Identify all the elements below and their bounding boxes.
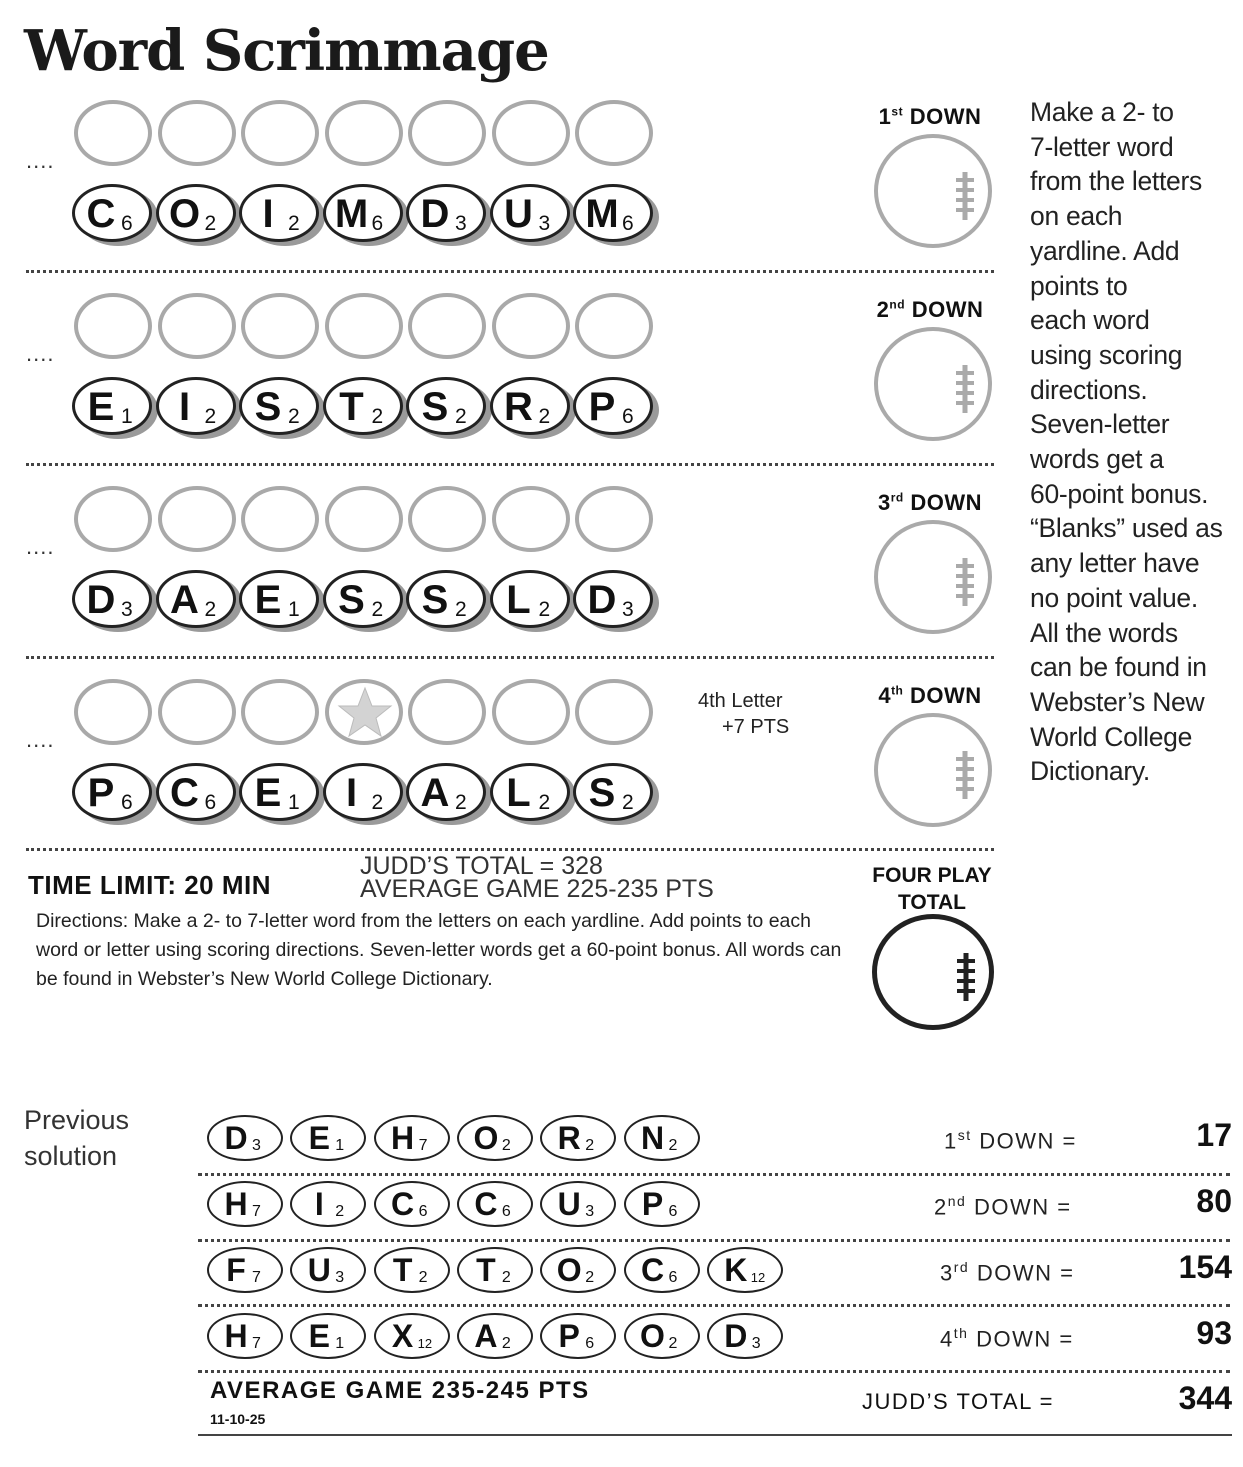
answer-slot[interactable] — [241, 486, 319, 552]
letter-tile — [156, 570, 236, 628]
tile-letter: C — [170, 771, 199, 815]
previous-down-score: 80 — [1196, 1183, 1232, 1219]
down-suffix: nd — [889, 297, 906, 312]
tile-value: 2 — [288, 212, 300, 235]
tile-letter: C — [391, 1186, 415, 1222]
down-score-circle[interactable] — [874, 327, 992, 441]
solution-tile — [457, 1313, 533, 1359]
tile-letter: C — [86, 192, 116, 236]
tile-letter: E — [254, 771, 282, 815]
down-equals: DOWN = — [976, 1260, 1075, 1286]
tile-value: 1 — [288, 598, 300, 621]
answer-slot[interactable] — [575, 100, 653, 166]
yardline-divider — [26, 270, 994, 273]
tile-value: 3 — [121, 598, 133, 621]
time-limit: TIME LIMIT: 20 MIN — [28, 870, 271, 900]
down-ordinal: 4 — [878, 683, 892, 708]
tile-letter: D — [420, 192, 450, 236]
tile-value: 3 — [252, 1137, 261, 1154]
tile-value: 2 — [371, 598, 384, 621]
letter-tile — [323, 570, 403, 628]
solution-tile — [374, 1313, 450, 1359]
tile-value: 2 — [538, 791, 551, 814]
tile-letter: F — [226, 1252, 246, 1288]
down-label — [860, 683, 1000, 709]
tile-value: 7 — [418, 1137, 428, 1154]
tile-letter: U — [557, 1186, 581, 1222]
answer-slot[interactable] — [408, 679, 486, 745]
tile-letter: I — [345, 771, 358, 815]
tile-value: 7 — [252, 1335, 261, 1352]
answer-slot[interactable] — [408, 486, 486, 552]
tile-letter: X — [391, 1318, 414, 1354]
answer-slot[interactable] — [241, 293, 319, 359]
football-laces-icon — [955, 951, 977, 1003]
previous-judds-total-label: JUDD’S TOTAL = — [862, 1389, 1054, 1414]
yardline-divider — [26, 848, 994, 851]
tile-value: 2 — [418, 1269, 428, 1286]
down-equals: DOWN = — [979, 1128, 1077, 1154]
answer-slot[interactable] — [575, 486, 653, 552]
tile-value: 3 — [455, 212, 467, 235]
yardline-divider — [26, 463, 994, 466]
tile-letter: O — [640, 1318, 665, 1354]
tile-letter: M — [334, 192, 369, 236]
letter-tile — [72, 377, 152, 435]
tile-letter: A — [474, 1318, 498, 1354]
tile-letter: H — [391, 1120, 415, 1156]
down-word: DOWN — [910, 490, 983, 515]
answer-slot[interactable] — [492, 100, 570, 166]
judds-total: JUDD’S TOTAL = 328 — [360, 852, 603, 880]
tile-value: 6 — [418, 1203, 428, 1220]
letter-tile — [72, 763, 152, 821]
tile-letter: S — [421, 385, 449, 429]
down-label — [860, 297, 1000, 323]
letter-tile — [573, 377, 653, 435]
answer-slot[interactable] — [492, 679, 570, 745]
letter-tile — [573, 763, 653, 821]
four-play-line2: TOTAL — [897, 891, 967, 914]
down-suffix: st — [957, 1127, 972, 1143]
letter-tile — [490, 763, 570, 821]
row-marker: .... — [26, 148, 55, 173]
previous-down-score: 154 — [1178, 1249, 1232, 1285]
letter-tile — [156, 184, 236, 242]
four-play-total-score-circle[interactable] — [872, 914, 994, 1030]
letter-tile — [406, 377, 486, 435]
bonus-points: +7 PTS — [722, 716, 790, 738]
bonus-answer-slot[interactable] — [325, 679, 403, 745]
down-label — [860, 104, 1000, 130]
tile-letter: D — [86, 578, 116, 622]
answer-slot[interactable] — [158, 100, 236, 166]
previous-average-game: AVERAGE GAME 235-245 PTS — [210, 1377, 590, 1404]
down-suffix: rd — [953, 1259, 970, 1275]
solution-tile — [374, 1181, 450, 1227]
answer-slot[interactable] — [325, 293, 403, 359]
tile-letter: O — [556, 1252, 582, 1288]
tile-value: 2 — [538, 405, 551, 428]
letter-tile — [490, 570, 570, 628]
football-laces-icon — [954, 170, 976, 222]
tile-letter: S — [588, 771, 616, 815]
bonus-label: 4th Letter — [698, 690, 783, 712]
down-ordinal: 1 — [944, 1128, 958, 1154]
tile-letter: C — [474, 1186, 498, 1222]
answer-slot[interactable] — [492, 293, 570, 359]
tile-value: 2 — [204, 405, 217, 428]
tile-letter: O — [168, 192, 201, 236]
solution-divider — [198, 1304, 1230, 1307]
previous-down-label — [940, 1325, 1074, 1352]
tile-letter: M — [585, 192, 619, 236]
tile-letter: P — [588, 385, 616, 429]
answer-slot[interactable] — [575, 293, 653, 359]
tile-letter: D — [724, 1318, 748, 1354]
tile-value: 3 — [622, 598, 634, 621]
answer-slot[interactable] — [158, 679, 236, 745]
tile-value: 2 — [204, 598, 217, 621]
down-ordinal: 3 — [877, 490, 891, 515]
tile-letter: T — [476, 1252, 496, 1288]
tile-value: 3 — [585, 1203, 595, 1220]
tile-value: 6 — [121, 212, 133, 235]
tile-letter: A — [170, 578, 199, 622]
down-ordinal: 4 — [940, 1326, 954, 1352]
down-ordinal: 2 — [876, 297, 890, 322]
tile-value: 6 — [371, 212, 384, 235]
down-suffix: th — [891, 683, 904, 698]
answer-slot[interactable] — [74, 293, 152, 359]
tile-value: 2 — [455, 598, 467, 621]
previous-down-label — [944, 1127, 1077, 1154]
tile-letter: E — [308, 1120, 330, 1156]
tile-value: 1 — [288, 791, 300, 814]
solution-tile — [707, 1247, 783, 1293]
solution-tile — [207, 1313, 283, 1359]
solution-divider — [198, 1370, 1230, 1373]
tile-letter: R — [504, 385, 533, 429]
puzzle-date: 11-10-25 — [210, 1411, 266, 1427]
tile-value: 6 — [204, 791, 217, 814]
tile-value: 3 — [538, 212, 551, 235]
tile-letter: I — [262, 192, 274, 236]
solution-tile — [540, 1313, 616, 1359]
tile-letter: S — [254, 385, 282, 429]
down-label — [860, 490, 1000, 516]
tile-value: 7 — [252, 1269, 261, 1286]
puzzle-title: Word Scrimmage — [24, 18, 549, 84]
four-play-total-label — [862, 862, 1002, 916]
tile-value: 6 — [622, 212, 634, 235]
tile-value: 2 — [501, 1137, 511, 1154]
solution-tile — [290, 1115, 366, 1161]
down-equals: DOWN = — [976, 1326, 1074, 1352]
tile-value: 1 — [335, 1137, 345, 1154]
answer-slot[interactable] — [158, 486, 236, 552]
tile-letter: U — [307, 1252, 331, 1288]
answer-slot[interactable] — [241, 679, 319, 745]
star-icon — [337, 686, 393, 738]
down-word: DOWN — [910, 683, 982, 708]
letter-tile — [239, 184, 319, 242]
solution-tile — [290, 1181, 366, 1227]
solution-tile — [374, 1247, 450, 1293]
tile-letter: I — [314, 1186, 324, 1222]
down-score-circle[interactable] — [874, 134, 992, 248]
tile-letter: T — [339, 385, 364, 429]
previous-solution-label: Previous solution — [24, 1105, 130, 1171]
solution-tile — [290, 1313, 366, 1359]
tile-letter: S — [338, 578, 365, 622]
answer-slot[interactable] — [575, 679, 653, 745]
tile-letter: L — [506, 578, 531, 622]
tile-value: 3 — [751, 1335, 761, 1352]
solution-tile — [457, 1181, 533, 1227]
yardline-divider — [26, 656, 994, 659]
solution-tile — [624, 1313, 700, 1359]
tile-value: 6 — [121, 791, 133, 814]
letter-tile — [239, 570, 319, 628]
tile-value: 6 — [668, 1203, 678, 1220]
tile-value: 2 — [585, 1269, 595, 1286]
row-marker: .... — [26, 727, 55, 752]
answer-slot[interactable] — [241, 100, 319, 166]
tile-value: 2 — [501, 1269, 511, 1286]
tile-letter: H — [224, 1318, 248, 1354]
tile-value: 3 — [335, 1269, 345, 1286]
letter-tile — [323, 763, 403, 821]
answer-slot[interactable] — [492, 486, 570, 552]
tile-letter: K — [724, 1252, 748, 1288]
letter-tile — [573, 570, 653, 628]
solution-divider — [198, 1239, 1230, 1242]
tile-value: 12 — [750, 1270, 766, 1285]
tile-value: 6 — [501, 1203, 511, 1220]
tile-letter: E — [308, 1318, 330, 1354]
solution-tile — [624, 1181, 700, 1227]
tile-letter: O — [473, 1120, 499, 1156]
letter-tile — [490, 377, 570, 435]
down-word: DOWN — [911, 297, 984, 322]
solution-tile — [624, 1115, 700, 1161]
letter-tile — [323, 377, 403, 435]
down-suffix: nd — [947, 1193, 967, 1209]
letter-tile — [490, 184, 570, 242]
solution-tile — [207, 1181, 283, 1227]
answer-slot[interactable] — [325, 100, 403, 166]
solution-tile — [624, 1247, 700, 1293]
down-suffix: st — [891, 104, 904, 119]
tile-letter: T — [392, 1252, 413, 1288]
solution-tile — [290, 1247, 366, 1293]
down-suffix: th — [953, 1325, 969, 1341]
letter-tile — [156, 763, 236, 821]
tile-value: 2 — [622, 791, 634, 814]
down-suffix: rd — [890, 490, 904, 505]
row-marker: .... — [26, 341, 55, 366]
football-laces-icon — [954, 749, 976, 801]
four-play-line1: FOUR PLAY — [872, 864, 992, 887]
tile-value: 1 — [335, 1335, 345, 1352]
down-ordinal: 2 — [934, 1194, 948, 1220]
tile-letter: S — [421, 578, 449, 622]
answer-slot[interactable] — [74, 486, 152, 552]
previous-down-score: 17 — [1196, 1117, 1232, 1153]
solution-tile — [457, 1115, 533, 1161]
down-ordinal: 3 — [940, 1260, 954, 1286]
letter-tile — [239, 377, 319, 435]
answer-slot[interactable] — [408, 293, 486, 359]
tile-letter: I — [178, 385, 191, 429]
answer-slot[interactable] — [74, 100, 152, 166]
tile-letter: D — [224, 1120, 248, 1156]
tile-letter: C — [640, 1252, 665, 1288]
tile-letter: E — [254, 578, 282, 622]
tile-letter: R — [557, 1120, 581, 1156]
tile-letter: P — [558, 1318, 580, 1354]
letter-tile — [406, 763, 486, 821]
directions-text: Directions: Make a 2- to 7-letter word from the letters on each yardline. Add points to each word or letter using scoring directions. Seven-letter words get a 60-point bonus. All words can be found in Webster’s New World College Dictionary. — [36, 910, 842, 990]
tile-value: 6 — [585, 1335, 595, 1352]
tile-value: 2 — [371, 791, 384, 814]
letter-tile — [72, 570, 152, 628]
answer-slot[interactable] — [158, 293, 236, 359]
solution-tile — [540, 1247, 616, 1293]
tile-value: 2 — [455, 791, 467, 814]
tile-letter: P — [87, 771, 115, 815]
tile-value: 1 — [121, 405, 133, 428]
down-word: DOWN — [909, 104, 982, 129]
down-equals: DOWN = — [973, 1194, 1072, 1220]
tile-value: 6 — [622, 405, 634, 428]
tile-value: 2 — [501, 1335, 511, 1352]
tile-letter: U — [504, 192, 533, 236]
tile-value: 2 — [335, 1203, 345, 1220]
football-laces-icon — [954, 363, 976, 415]
solution-tile — [540, 1181, 616, 1227]
tile-letter: L — [506, 771, 531, 815]
solution-tile — [707, 1313, 783, 1359]
previous-judds-total-value: 344 — [1178, 1380, 1232, 1416]
tile-value: 2 — [538, 598, 551, 621]
tile-letter: H — [224, 1186, 248, 1222]
down-score-circle[interactable] — [874, 520, 992, 634]
tile-value: 2 — [585, 1137, 595, 1154]
letter-tile — [239, 763, 319, 821]
answer-slot[interactable] — [408, 100, 486, 166]
tile-value: 2 — [371, 405, 384, 428]
football-laces-icon — [954, 556, 976, 608]
row-marker: .... — [26, 534, 55, 559]
solution-tile — [374, 1115, 450, 1161]
previous-down-label — [940, 1259, 1074, 1286]
tile-value: 12 — [417, 1336, 433, 1351]
tile-value: 2 — [668, 1137, 678, 1154]
solution-tile — [540, 1115, 616, 1161]
solution-divider — [198, 1173, 1230, 1176]
tile-letter: A — [420, 771, 450, 815]
down-score-circle[interactable] — [874, 713, 992, 827]
instructions-text: Make a 2- to 7-letter word from the letters on each yardline. Add points to each word using scoring directions. Seven-letter words get a 60-point bonus. “Blanks” used as any letter have no point value. All the words can be found in Webster’s New World College Dictionary. — [1030, 97, 1223, 787]
letter-tile — [406, 184, 486, 242]
bottom-rule — [198, 1434, 1232, 1436]
tile-letter: D — [587, 578, 617, 622]
letter-tile — [156, 377, 236, 435]
letter-tile — [573, 184, 653, 242]
letter-tile — [72, 184, 152, 242]
previous-down-score: 93 — [1196, 1315, 1232, 1351]
tile-value: 2 — [455, 405, 467, 428]
solution-tile — [207, 1247, 283, 1293]
letter-tile — [406, 570, 486, 628]
tile-letter: E — [87, 385, 115, 429]
average-game: AVERAGE GAME 225-235 PTS — [360, 875, 714, 903]
previous-down-label — [934, 1193, 1072, 1220]
solution-tile — [457, 1247, 533, 1293]
tile-letter: N — [640, 1120, 665, 1156]
down-ordinal: 1 — [878, 104, 892, 129]
tile-value: 2 — [668, 1335, 678, 1352]
answer-slot[interactable] — [74, 679, 152, 745]
answer-slot[interactable] — [325, 486, 403, 552]
tile-value: 7 — [252, 1203, 261, 1220]
tile-value: 2 — [288, 405, 300, 428]
tile-value: 2 — [204, 212, 217, 235]
tile-letter: P — [641, 1186, 664, 1222]
solution-tile — [207, 1115, 283, 1161]
tile-value: 6 — [668, 1269, 678, 1286]
letter-tile — [323, 184, 403, 242]
